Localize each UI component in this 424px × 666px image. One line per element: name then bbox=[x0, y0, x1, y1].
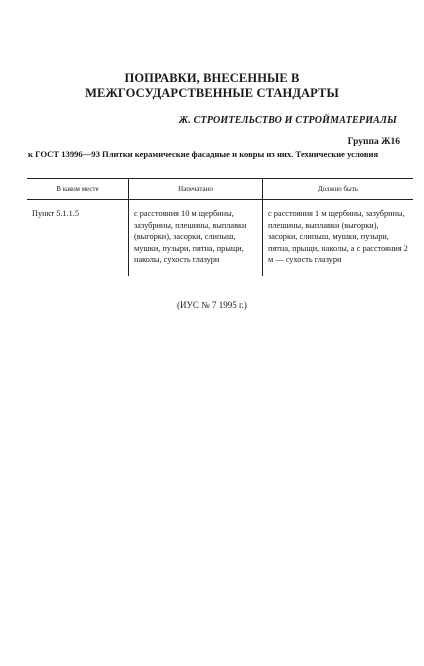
section-heading: Ж. СТРОИТЕЛЬСТВО И СТРОЙМАТЕРИАЛЫ bbox=[178, 115, 397, 126]
column-header-place: В каком месте bbox=[27, 179, 129, 200]
cell-should-be: с расстояния 1 м щербины, зазубрины, плешины, выплавки (выгорки), засорки, слипыш, мушки, пузыри, пятна, прыщи, наколы, а с расстояния 2 м — сухость глазури bbox=[263, 200, 414, 276]
group-code: Группа Ж16 bbox=[347, 137, 400, 147]
table-header-row bbox=[27, 179, 413, 200]
source-reference: (ИУС № 7 1995 г.) bbox=[177, 300, 247, 310]
document-title-line-2: МЕЖГОСУДАРСТВЕННЫЕ СТАНДАРТЫ bbox=[85, 86, 339, 100]
table-row bbox=[27, 200, 413, 276]
cell-place: Пункт 5.1.1.5 bbox=[32, 209, 80, 218]
amendment-table bbox=[27, 178, 413, 276]
document-title-line-1: ПОПРАВКИ, ВНЕСЕННЫЕ В bbox=[124, 71, 300, 85]
column-header-printed: Напечатано bbox=[129, 179, 263, 200]
column-header-should-be: Должно быть bbox=[263, 179, 414, 200]
gost-reference: к ГОСТ 13996—93 Плитки керамические фасадные и ковры из них. Технические условия bbox=[28, 149, 379, 159]
cell-printed: с расстояния 10 м щербины, зазубрины, плешины, выплавки (выгорки), засорки, слипыш, мушки, пузыри, пятна, прыщи, наколы, сухость глазури bbox=[129, 200, 263, 276]
